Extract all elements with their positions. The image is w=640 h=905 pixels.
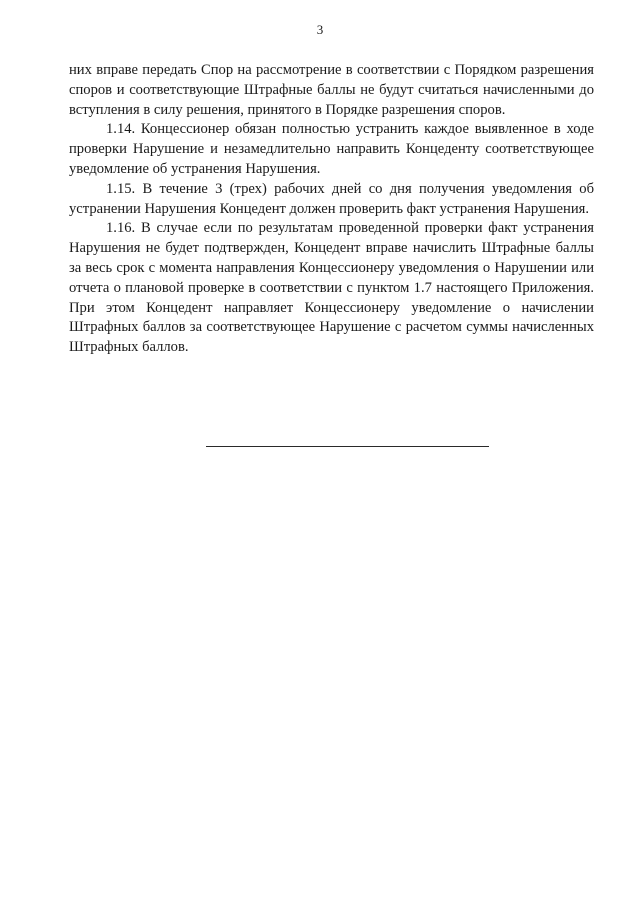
page-number: 3 — [316, 22, 324, 37]
paragraph-1-15: 1.15. В течение 3 (трех) рабочих дней со дня получения уведомления об устранении Нарушения Концедент должен проверить факт устранения Нарушения. — [69, 180, 594, 217]
paragraph-continuation: них вправе передать Спор на рассмотрение в соответствии с Порядком разрешения споров и соответствующие Штрафные баллы не будут считаться начисленными до вступления в силу решения, принятого в Порядке разрешения споров. — [69, 62, 594, 118]
document-body — [69, 61, 594, 358]
paragraph-1-14: 1.14. Концессионер обязан полностью устранить каждое выявленное в ходе проверки Нарушение и незамедлительно направить Концеденту соответствующее уведомление об устранения Нарушения. — [69, 121, 594, 177]
paragraph-1-16: 1.16. В случае если по результатам проведенной проверки факт устранения Нарушения не будет подтвержден, Концедент вправе начислить Штрафные баллы за весь срок с момента направления Концессионеру уведомления о Нарушении или отчета о плановой проверке в соответствии с пунктом 1.7 настоящего Приложения. При этом Концедент направляет Концессионеру уведомление о начислении Штрафных баллов за соответствующее Нарушение с расчетом суммы начисленных Штрафных баллов. — [69, 220, 594, 356]
end-divider-line — [206, 446, 489, 447]
